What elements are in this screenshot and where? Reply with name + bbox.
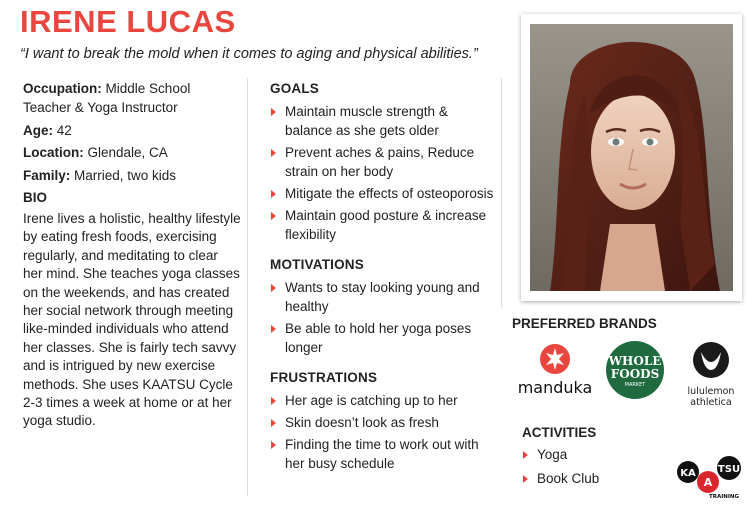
column-divider-left [247, 78, 248, 496]
bullet-icon [271, 149, 276, 157]
location-label: Location: [23, 145, 84, 160]
location-row [23, 143, 241, 162]
list-item: Her age is catching up to her [270, 391, 496, 410]
lululemon-line1: lululemon [687, 386, 735, 397]
kaatsu-letters-2: A [703, 476, 713, 489]
bullet-icon [523, 451, 528, 459]
manduka-wordmark: manduka [517, 378, 593, 397]
frustrations-list [270, 391, 496, 473]
kaatsu-letters-3: TSU [717, 464, 741, 475]
goals-list [270, 102, 496, 244]
location-value: Glendale, CA [87, 145, 168, 160]
family-value: Married, two kids [74, 167, 177, 183]
whole-foods-line2: FOODS [610, 367, 660, 381]
portrait-photo-frame [521, 14, 742, 301]
motivations-list [270, 278, 496, 357]
occupation-label: Occupation: [23, 81, 102, 96]
list-item: Book Club [522, 469, 599, 488]
age-label: Age: [23, 122, 53, 138]
persona-name: IRENE LUCAS [20, 4, 236, 39]
bullet-icon [271, 284, 276, 292]
kaatsu-logo [676, 452, 744, 502]
list-item: Prevent aches & pains, Reduce strain on her body [270, 143, 496, 181]
whole-foods-line1: WHOLE [608, 354, 662, 368]
goals-title: GOALS [270, 81, 320, 96]
bio-text: Irene lives a holistic, healthy lifestyle by eating fresh foods, exercising regularly, and meditating to clear her mind. She teaches yoga classes on the weekends, and has created her social network through meeting like-minded individuals who attend her classes. She is fairly tech savvy and is intrigued by new exercise methods. She uses KAATSU Cycle 2-3 times a week at home or at her yoga studio. [23, 211, 241, 429]
list-item: Wants to stay looking young and healthy [270, 278, 496, 316]
bullet-icon [271, 441, 276, 449]
whole-foods-logo [605, 340, 665, 400]
manduka-logo [510, 339, 600, 399]
bullet-icon [271, 212, 276, 220]
family-label: Family: [23, 167, 71, 183]
list-item: Maintain good posture & increase flexibility [270, 206, 496, 244]
kaatsu-letters-1: KA [680, 468, 696, 479]
lululemon-line2: athletica [690, 397, 732, 408]
list-item: Skin doesn’t look as fresh [270, 413, 496, 432]
activities-list [522, 445, 599, 493]
lululemon-logo [682, 340, 740, 408]
list-item: Mitigate the effects of osteoporosis [270, 184, 496, 203]
bullet-icon [271, 108, 276, 116]
bullet-icon [271, 325, 276, 333]
bullet-icon [523, 475, 528, 483]
bullet-icon [271, 397, 276, 405]
motivations-title: MOTIVATIONS [270, 257, 364, 272]
kaatsu-tagline: TRAINING [708, 494, 740, 500]
preferred-brands-title: PREFERRED BRANDS [512, 316, 657, 331]
persona-quote: “I want to break the mold when it comes to aging and physical abilities.” [20, 46, 478, 62]
bio-title: BIO [23, 190, 48, 205]
bullet-icon [271, 419, 276, 427]
family-row [23, 166, 241, 185]
list-item: Finding the time to work out with her busy schedule [270, 435, 496, 473]
age-row [23, 121, 241, 140]
occupation-value: Middle School Teacher & Yoga Instructor [23, 81, 191, 115]
profile-column [23, 79, 241, 431]
whole-foods-line3: MARKET [624, 382, 646, 388]
activities-title: ACTIVITIES [522, 425, 597, 440]
frustrations-title: FRUSTRATIONS [270, 370, 378, 385]
column-divider-right [501, 78, 502, 308]
age-value: 42 [56, 122, 72, 138]
occupation-row [23, 79, 241, 117]
bullet-icon [271, 190, 276, 198]
needs-column [270, 79, 496, 476]
list-item: Yoga [522, 445, 599, 464]
list-item: Be able to hold her yoga poses longer [270, 319, 496, 357]
list-item: Maintain muscle strength & balance as she gets older [270, 102, 496, 140]
portrait-photo [530, 24, 733, 291]
